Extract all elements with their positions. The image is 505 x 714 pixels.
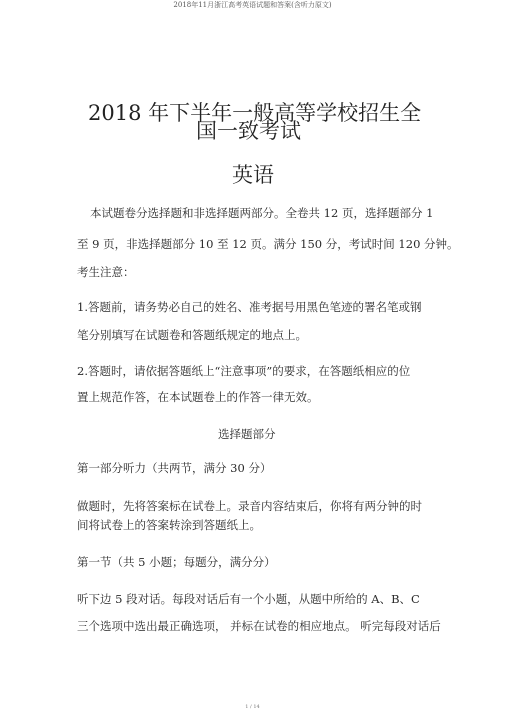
title-line-2: 国一致考试 xyxy=(196,119,301,143)
section-1-heading: 第一节（共 5 小题；每题分，满分分） xyxy=(77,555,276,569)
intro-line-1: 本试题卷分选择题和非选择题两部分。全卷共 12 页，选择题部分 1 xyxy=(90,206,434,220)
section-1-instruction-line-2: 三个选项中选出最正确选项， 并标在试卷的相应地点。 听完每段对话后 xyxy=(77,619,441,633)
note-2-line-2: 置上规范作答，在本试题卷上的作答一律无效。 xyxy=(77,390,319,404)
page-number: 1 / 14 xyxy=(245,704,260,710)
note-2-line-1: 2.答题时，请依据答题纸上“注意事项”的要求，在答题纸相应的位 xyxy=(77,364,411,378)
subject-title: 英语 xyxy=(232,163,274,187)
note-1-line-1: 1.答题前，请务势必自己的姓名、准考据号用黑色笔迹的署名笔或钢 xyxy=(77,300,422,314)
title-line-1: 2018 年下半年一般高等学校招生全 xyxy=(88,101,422,125)
part-1-heading: 第一部分听力（共两节，满分 30 分） xyxy=(77,461,272,475)
note-1-line-2: 笔分别填写在试题卷和答题纸规定的地点上。 xyxy=(77,328,307,342)
notice-heading: 考生注意： xyxy=(77,265,135,279)
intro-line-2: 至 9 页，非选择题部分 10 至 12 页。满分 150 分，考试时间 120 分钟。 xyxy=(77,237,459,251)
section-choice-heading: 选择题部分 xyxy=(218,427,276,441)
part-1-instruction-line-2: 间将试卷上的答案转涂到答题纸上。 xyxy=(77,518,261,532)
running-header: 2018年11月浙江高考英语试题和答案(含听力原文) xyxy=(173,1,332,9)
part-1-instruction-line-1: 做题时，先将答案标在试卷上。录音内容结束后，你将有两分钟的时 xyxy=(77,499,422,513)
section-1-instruction-line-1: 听下边 5 段对话。每段对话后有一个小题，从题中所给的 A、B、C xyxy=(77,592,420,606)
